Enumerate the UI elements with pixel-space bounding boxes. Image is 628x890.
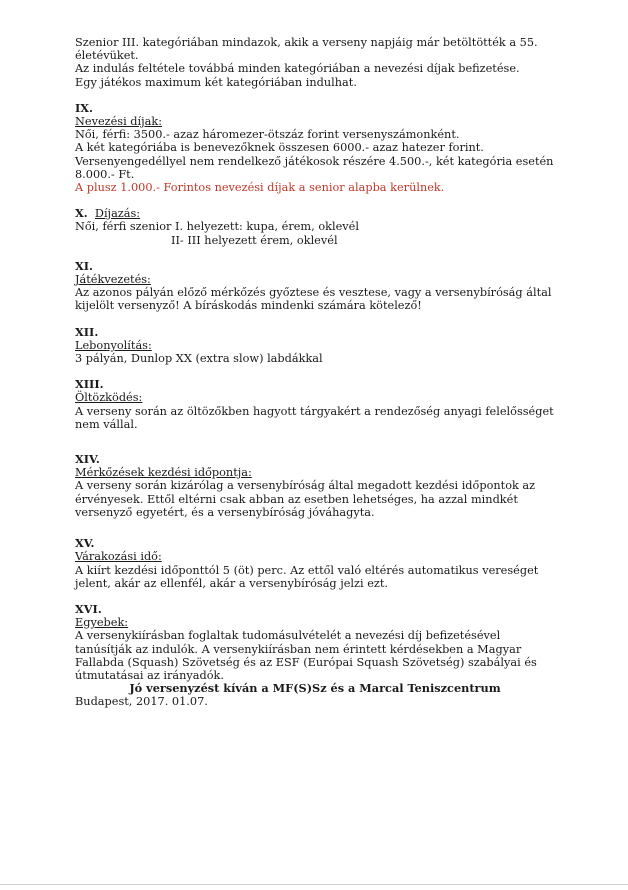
section-title: Nevezési díjak: (75, 115, 163, 129)
section-number: XII. (75, 324, 99, 339)
section-number: XIII. (75, 377, 104, 392)
section-line: Versenyengedéllyel nem rendelkező játékosok részére 4.500.-, két kategória esetén 8.000.- Ft. (75, 154, 554, 181)
section-text: A verseny során kizárólag a versenybíróság által megadott kezdési időpontok az érvényesek. Ettől eltérni csak abban az esetben lehetséges, ha azzal mindkét versenyző egyetért, és a versenybíróság jóváhagyta. (75, 479, 536, 519)
closing-wish: Jó versenyzést kíván a MF(S)Sz és a Marcal Teniszcentrum (129, 681, 501, 696)
section-xii (75, 326, 555, 366)
section-text: A kiírt kezdési időponttól 5 (öt) perc. Az ettől való eltérés automatikus vereséget jelent, akár az ellenfél, akár a versenybíróság jelzi ezt. (75, 563, 539, 590)
section-title: Várakozási idő: (75, 550, 162, 564)
section-xiii (75, 378, 555, 431)
section-xi (75, 260, 555, 313)
intro-line: Az indulás feltétele továbbá minden kategóriában a nevezési díjak befizetése. (75, 62, 520, 76)
section-number: IX. (75, 100, 93, 115)
section-title: Öltözködés: (75, 391, 143, 405)
section-number: XVI. (75, 601, 102, 616)
section-text: A verseny során az öltözőkben hagyott tárgyakért a rendezőség anyagi felelősséget nem vállal. (75, 404, 554, 431)
section-xvi (75, 603, 555, 682)
intro-block (75, 36, 555, 89)
intro-line: Egy játékos maximum két kategóriában indulhat. (75, 75, 357, 89)
intro-line: Szenior III. kategóriában mindazok, akik a verseny napjáig már betöltötték a 55. életévüket. (75, 36, 538, 63)
senior-fund-note: A plusz 1.000.- Forintos nevezési díjak a senior alapba kerülnek. (75, 181, 445, 195)
document-body (75, 36, 555, 709)
document-date: Budapest, 2017. 01.07. (75, 695, 208, 709)
section-xiv (75, 453, 555, 519)
page-bottom-edge (0, 884, 628, 885)
section-number: X. (75, 206, 88, 221)
section-title: Mérkőzések kezdési időpontja: (75, 466, 252, 480)
section-text: 3 pályán, Dunlop XX (extra slow) labdákkal (75, 352, 323, 366)
section-title: Lebonyolítás: (75, 338, 152, 352)
section-line: II- III helyezett érem, oklevél (171, 233, 338, 247)
section-number: XV. (75, 536, 95, 551)
section-line: A két kategóriába is benevezőknek összesen 6000.- azaz hatezer forint. (75, 141, 484, 155)
section-xv (75, 537, 555, 590)
section-title: Játékvezetés: (75, 273, 151, 287)
section-ix (75, 102, 555, 194)
section-title: Egyebek: (75, 616, 129, 630)
section-title: Díjazás: (94, 207, 141, 221)
section-text: Az azonos pályán előző mérkőzés győztese és vesztese, vagy a versenybíróság által kijelölt versenyző! A bíráskodás mindenki számára kötelező! (75, 286, 552, 313)
section-line: Női, férfi: 3500.- azaz háromezer-ötszáz forint versenyszámonként. (75, 128, 460, 142)
section-text: A versenykiírásban foglaltak tudomásulvételét a nevezési díj befizetésével tanúsítják az indulók. A versenykiírásban nem érintett kérdésekben a Magyar Fallabda (Squash) Szövetség és az ESF (Európai Squash Szövetség) szabályai és útmutatásai az irányadók. (75, 629, 537, 682)
section-number: XI. (75, 258, 93, 273)
section-line: Női, férfi szenior I. helyezett: kupa, érem, oklevél (75, 220, 359, 234)
section-heading-inline (75, 207, 555, 220)
section-number: XIV. (75, 452, 100, 467)
section-x (75, 207, 555, 247)
